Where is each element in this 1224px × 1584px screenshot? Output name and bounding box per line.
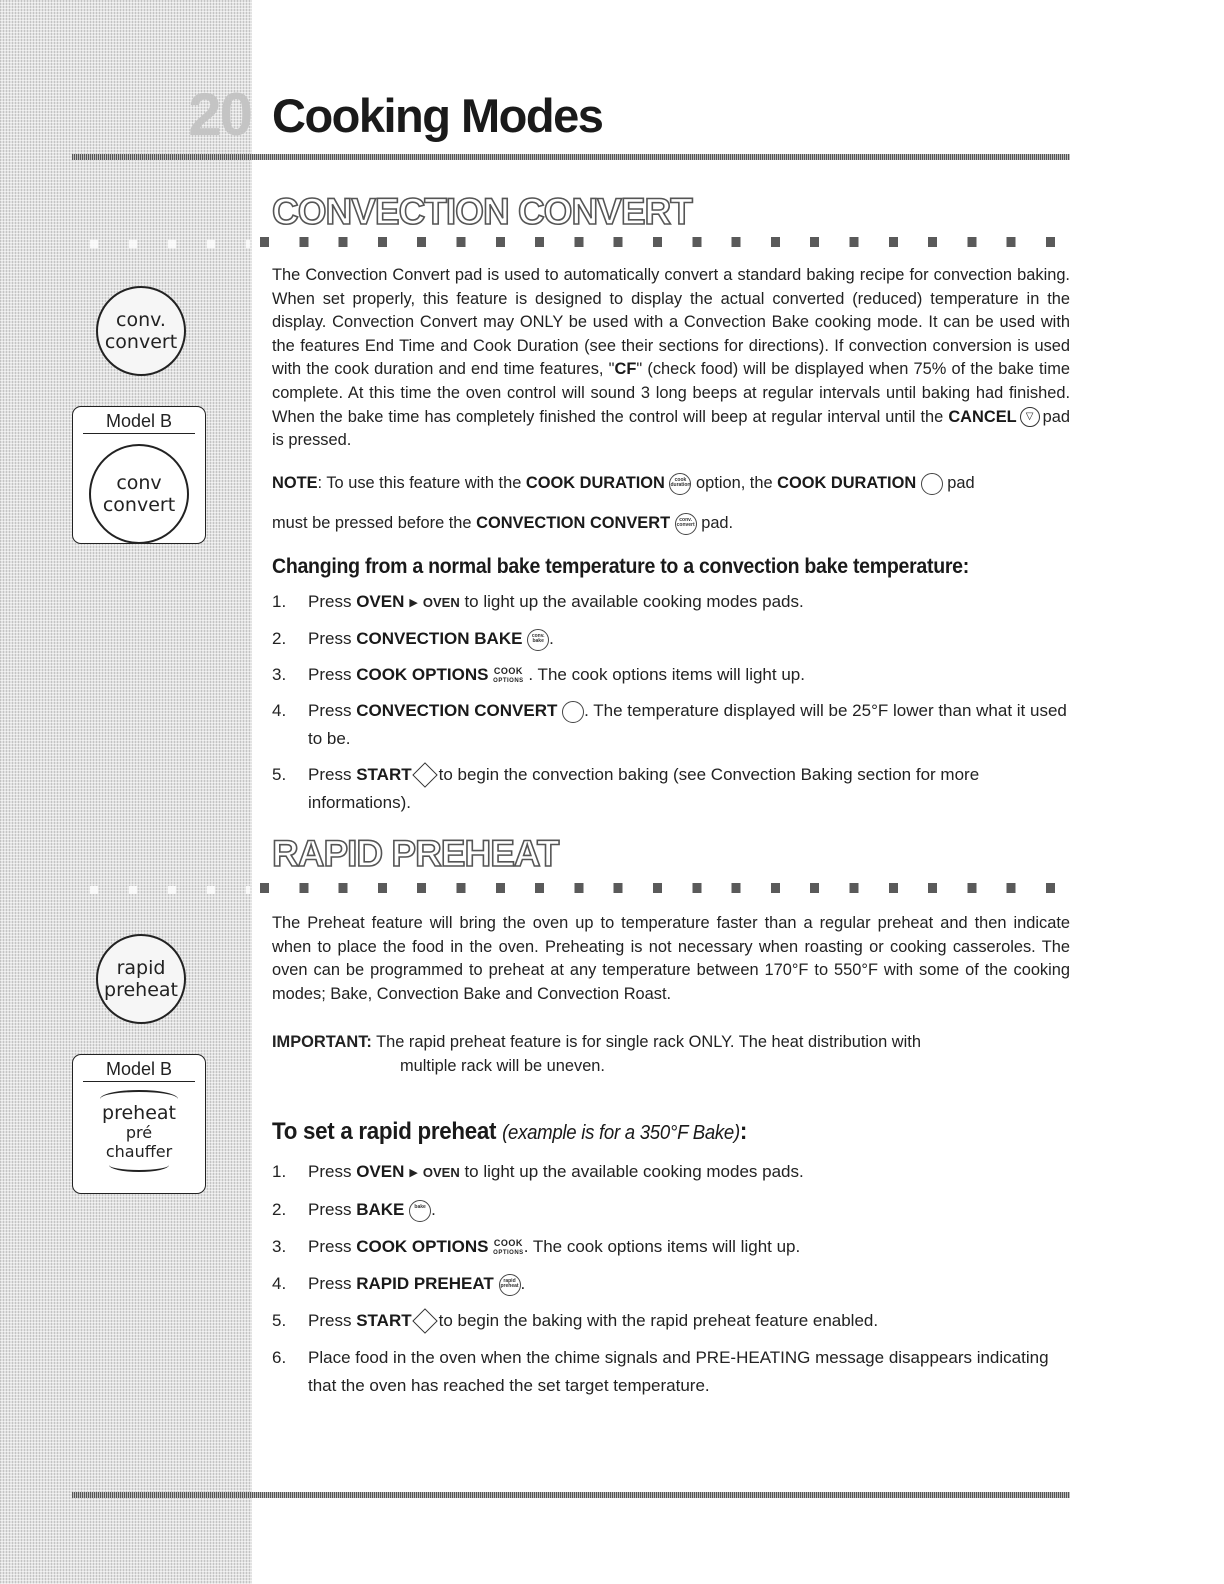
section-dot-divider xyxy=(260,883,1072,893)
subheading-example: (example is for a 350°F Bake) xyxy=(502,1122,740,1144)
step-text: . The cook options items will light up. xyxy=(528,665,805,684)
para-text: must be pressed before the xyxy=(272,514,472,532)
step-text: Press xyxy=(308,701,352,720)
page-number: 20 xyxy=(188,81,251,148)
list-item xyxy=(272,761,1072,817)
step-text: Press xyxy=(308,1311,352,1330)
step-text: Press xyxy=(308,765,352,784)
rapid-preheat-heading: RAPID PREHEAT xyxy=(272,833,559,874)
list-item xyxy=(272,1270,1072,1298)
step-number: 3. xyxy=(272,1237,287,1256)
model-b-preheat-line2: pré xyxy=(125,1123,153,1142)
step-number: 2. xyxy=(272,629,287,648)
rapid-preheat-pad-icon: rapid preheat xyxy=(499,1274,521,1296)
subheading-text: To set a rapid preheat xyxy=(272,1118,497,1145)
footer-rule xyxy=(72,1492,1070,1498)
step-text: Press xyxy=(308,665,352,684)
step-number: 2. xyxy=(272,1200,287,1219)
cook-options-pad-icon xyxy=(493,1239,524,1257)
para-text: " (check food) will be displayed when 75% of the bake time complete. At this time the oven control will sound 3 long beeps at regular intervals until baking had finished. When the bake time has completely finished the control will beep at regular interval until the xyxy=(272,360,1070,426)
step-number: 4. xyxy=(272,701,287,720)
conv-convert-pad-icon xyxy=(562,701,584,723)
oven-label: OVEN xyxy=(422,595,460,610)
para-text: : To use this feature with the xyxy=(317,474,522,492)
convection-convert-steps xyxy=(272,588,1072,817)
bake-label: BAKE xyxy=(356,1200,405,1219)
step-text: . xyxy=(549,629,554,648)
para-text: pad is pressed. xyxy=(272,407,1070,450)
oven-label: OVEN xyxy=(422,1165,460,1180)
cook-options-top: COOK xyxy=(493,1237,523,1248)
start-pad-icon xyxy=(412,1308,437,1333)
para-text: option, the xyxy=(696,474,773,492)
step-text: Press xyxy=(308,1162,352,1181)
convection-convert-label: CONVECTION CONVERT xyxy=(356,701,558,720)
list-item xyxy=(272,1233,1072,1261)
conv-convert-pad-icon xyxy=(96,286,186,376)
conv-convert-pad-line2: convert xyxy=(104,331,178,353)
model-b-conv-line1: conv xyxy=(116,472,162,494)
step-text: Press xyxy=(308,1274,352,1293)
model-b-label: Model B xyxy=(83,1057,195,1082)
convection-convert-note-cont xyxy=(272,512,1070,536)
list-item xyxy=(272,1158,1072,1187)
cook-options-top: COOK xyxy=(493,665,523,676)
cancel-pad-icon: ▽ xyxy=(1020,407,1040,427)
play-arrow-icon: ▶ xyxy=(409,1166,418,1179)
para-text: The Convection Convert pad is used to automatically convert a standard baking recipe for convection baking. When set properly, this feature is designed to display the actual converted (reduced) temperature in the display. Convection Convert may ONLY be used with a Convection Bake cooking mode. It can be used with the features End Time and Cook Duration (see their sections for directions). If convection conversion is used with the cook duration and end time features, " xyxy=(272,266,1070,379)
rapid-preheat-label: RAPID PREHEAT xyxy=(356,1274,494,1293)
model-b-preheat-line3: chauffer xyxy=(105,1142,173,1161)
step-number: 5. xyxy=(272,765,287,784)
important-label: IMPORTANT: xyxy=(272,1033,372,1051)
list-item xyxy=(272,625,1072,653)
cancel-label: CANCEL xyxy=(948,407,1017,426)
bake-pad-icon: bake xyxy=(409,1200,431,1222)
cook-options-bottom: OPTIONS xyxy=(493,677,524,684)
header-rule xyxy=(72,154,1070,160)
step-text: . xyxy=(520,1274,526,1293)
oven-label: OVEN xyxy=(356,592,405,611)
step-text: Press xyxy=(308,592,352,611)
list-item xyxy=(272,1307,1072,1335)
cook-options-label: COOK OPTIONS xyxy=(356,665,489,684)
step-text: . The temperature displayed will be 25°F lower than what it used to be. xyxy=(308,701,1067,748)
model-b-conv-line2: convert xyxy=(102,494,176,516)
convection-convert-subheading: Changing from a normal bake temperature to a convection bake temperature: xyxy=(272,555,969,578)
step-text: Press xyxy=(308,629,352,648)
sidebar-band xyxy=(0,0,252,1584)
step-number: 6. xyxy=(272,1348,287,1367)
rapid-preheat-subheading xyxy=(272,1118,747,1147)
start-label: START xyxy=(356,1311,412,1330)
cook-duration-pad-icon: cook duration xyxy=(669,473,691,495)
step-text: to begin the convection baking (see Convection Baking section for more informations). xyxy=(308,765,980,812)
cook-duration-pad-icon xyxy=(921,473,943,495)
subheading-colon: : xyxy=(739,1118,748,1145)
model-b-preheat-icon xyxy=(73,1090,205,1172)
conv-convert-pad-icon: conv. convert xyxy=(675,513,697,535)
cook-options-bottom: OPTIONS xyxy=(493,1249,524,1256)
rapid-preheat-pad-icon xyxy=(96,934,186,1024)
rapid-preheat-steps xyxy=(272,1158,1072,1400)
conv-bake-pad-icon: conv. bake xyxy=(527,629,549,651)
cook-options-pad-icon xyxy=(493,667,524,685)
cook-duration-label: COOK DURATION xyxy=(525,474,665,492)
step-number: 1. xyxy=(272,1162,287,1181)
section-dot-divider xyxy=(260,237,1072,247)
step-text: . xyxy=(431,1200,436,1219)
start-label: START xyxy=(356,765,412,784)
convection-convert-label: CONVECTION CONVERT xyxy=(476,514,671,532)
step-text: Place food in the oven when the chime signals and PRE-HEATING message disappears indicating that the oven has reached the set target temperature. xyxy=(308,1348,1049,1395)
rapid-preheat-pad-line1: rapid xyxy=(116,957,166,979)
step-text: . The cook options items will light up. xyxy=(523,1237,801,1256)
model-b-label: Model B xyxy=(83,409,195,434)
page-title: Cooking Modes xyxy=(272,89,603,142)
sidebar-dot-row xyxy=(90,240,250,248)
conv-convert-pad-line1: conv. xyxy=(116,309,166,331)
convection-convert-description xyxy=(272,264,1070,453)
step-text: to begin the baking with the rapid preheat feature enabled. xyxy=(438,1311,879,1330)
convection-bake-label: CONVECTION BAKE xyxy=(356,629,523,648)
model-b-conv-box xyxy=(72,406,206,544)
step-text: to light up the available cooking modes pads. xyxy=(464,1162,804,1181)
rapid-preheat-pad-line2: preheat xyxy=(104,979,178,1001)
para-text: pad. xyxy=(701,514,734,532)
important-text-cont: multiple rack will be uneven. xyxy=(400,1057,605,1075)
step-number: 4. xyxy=(272,1274,287,1293)
step-number: 1. xyxy=(272,592,287,611)
step-number: 3. xyxy=(272,665,287,684)
convection-convert-heading: CONVECTION CONVERT xyxy=(272,191,692,232)
sidebar-dot-row xyxy=(90,886,250,894)
list-item xyxy=(272,661,1072,689)
start-pad-icon xyxy=(412,762,437,787)
oven-label: OVEN xyxy=(356,1162,405,1181)
cf-code: CF xyxy=(614,360,637,379)
step-text: to light up the available cooking modes pads. xyxy=(464,592,804,611)
cook-options-label: COOK OPTIONS xyxy=(356,1237,489,1256)
list-item xyxy=(272,697,1072,753)
list-item xyxy=(272,1196,1072,1224)
play-arrow-icon: ▶ xyxy=(409,596,418,609)
step-text: Press xyxy=(308,1237,352,1256)
convection-convert-note xyxy=(272,472,1070,496)
model-b-preheat-line1: preheat xyxy=(102,1102,176,1124)
note-label: NOTE xyxy=(272,474,318,492)
cook-duration-label: COOK DURATION xyxy=(777,474,917,492)
rapid-preheat-important xyxy=(272,1030,1072,1078)
para-text: pad xyxy=(947,474,975,492)
rapid-preheat-description: The Preheat feature will bring the oven up to temperature faster than a regular preheat and then indicate when to place the food in the oven. Preheating is not necessary when roasting or cooking casseroles. The oven can be programmed to preheat at any temperature between 170°F to 550°F with some of the cooking modes; Bake, Convection Bake and Convection Roast. xyxy=(272,914,1070,1003)
step-number: 5. xyxy=(272,1311,287,1330)
important-text: The rapid preheat feature is for single rack ONLY. The heat distribution with xyxy=(376,1033,921,1051)
model-b-preheat-box xyxy=(72,1054,206,1194)
step-text: Press xyxy=(308,1200,352,1219)
list-item xyxy=(272,588,1072,617)
list-item xyxy=(272,1344,1072,1400)
model-b-conv-convert-icon xyxy=(89,444,189,544)
